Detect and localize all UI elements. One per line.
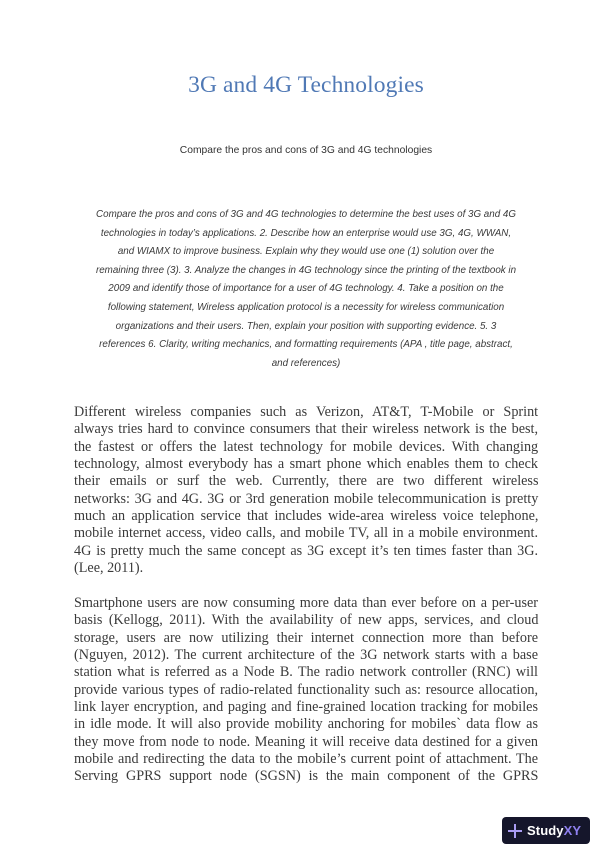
plus-icon	[508, 824, 522, 838]
body-paragraph-1	[74, 404, 538, 577]
studyxy-brand-badge[interactable]	[502, 817, 590, 844]
paragraph-line: their emails or surf the web. Currently, there are two different wireless	[74, 473, 539, 490]
prompt-line: remaining three (3). 3. Analyze the changes in 4G technology since the printing of the textbook in	[95, 264, 517, 276]
prompt-line: 2009 and identify those of importance for a user of 4G technology. 4. Take a position on the	[108, 283, 504, 295]
paragraph-line: Different wireless companies such as Verizon, AT&T, T-Mobile or Sprint	[74, 404, 539, 420]
paragraph-line: storage, users are now utilizing their internet connection more than before	[74, 629, 538, 646]
paragraph-line: basis (Kellogg, 2011). With the availability of new apps, services, and cloud	[74, 612, 539, 629]
paragraph-line: always tries hard to convince consumers that their wireless network is the best,	[74, 421, 538, 438]
prompt-line: Compare the pros and cons of 3G and 4G technologies to determine the best uses of 3G and 4G	[96, 209, 516, 220]
brand-name	[527, 823, 581, 838]
paragraph-line: (Nguyen, 2012). The current architecture of the 3G network starts with a base	[74, 647, 538, 664]
paragraph-line: technology, almost everybody has a smart phone which enables them to check	[74, 456, 538, 473]
paragraph-line: mobile internet access, video calls, and mobile TV, all in a mobile environment.	[74, 525, 538, 542]
document-title: 3G and 4G Technologies	[188, 72, 424, 98]
paragraph-line: station what is referred as a Node B. The radio network controller (RNC) will	[74, 664, 539, 681]
prompt-line: and WIAMX to improve business. Explain why they would use one (1) solution over the	[117, 246, 495, 258]
brand-name-accent: XY	[563, 823, 582, 838]
paragraph-line: the fastest or offers the latest technology for mobile devices. With changing	[74, 438, 539, 455]
paragraph-line: (Lee, 2011).	[74, 560, 144, 577]
brand-name-main: Study	[527, 823, 564, 838]
paragraph-line: Serving GPRS support node (SGSN) is the main component of the GPRS	[74, 768, 539, 785]
paragraph-line: in idle mode. It will also provide mobility anchoring for mobiles` data flow as	[74, 716, 538, 733]
body-paragraph-2	[74, 595, 538, 786]
prompt-line: organizations and their users. Then, explain your position with supporting evidence. 5. 3	[115, 320, 497, 332]
document-subtitle: Compare the pros and cons of 3G and 4G technologies	[179, 145, 433, 156]
paragraph-line: much an application service that includes wide-area wireless voice telephone,	[74, 508, 539, 525]
paragraph-line: link layer encryption, and paging and fine-grained location tracking for mobiles	[74, 699, 538, 716]
paragraph-line: 4G is pretty much the same concept as 3G except it’s ten times faster than 3G.	[74, 542, 538, 559]
prompt-line: and references)	[271, 357, 341, 369]
paragraph-line: networks: 3G and 4G. 3G or 3rd generation mobile telecommunication is pretty	[74, 490, 539, 507]
prompt-line: references 6. Clarity, writing mechanics, and formatting requirements (APA , title page, abstract,	[99, 339, 513, 351]
paragraph-line: provide various types of radio-related functionality such as: resource allocation,	[74, 681, 539, 698]
prompt-line: following statement, Wireless application protocol is a necessity for wireless communication	[107, 301, 505, 313]
paragraph-line: Smartphone users are now consuming more data than ever before on a per-user	[74, 595, 538, 611]
prompt-line: technologies in today’s applications. 2. Describe how an enterprise would use 3G, 4G, WWAN,	[100, 227, 512, 239]
assignment-prompt	[68, 206, 544, 373]
paragraph-line: they move from node to node. Meaning it will receive data destined for a given	[74, 733, 538, 750]
paragraph-line: mobile and redirecting the data to the mobile’s current point of attachment. The	[74, 751, 538, 768]
